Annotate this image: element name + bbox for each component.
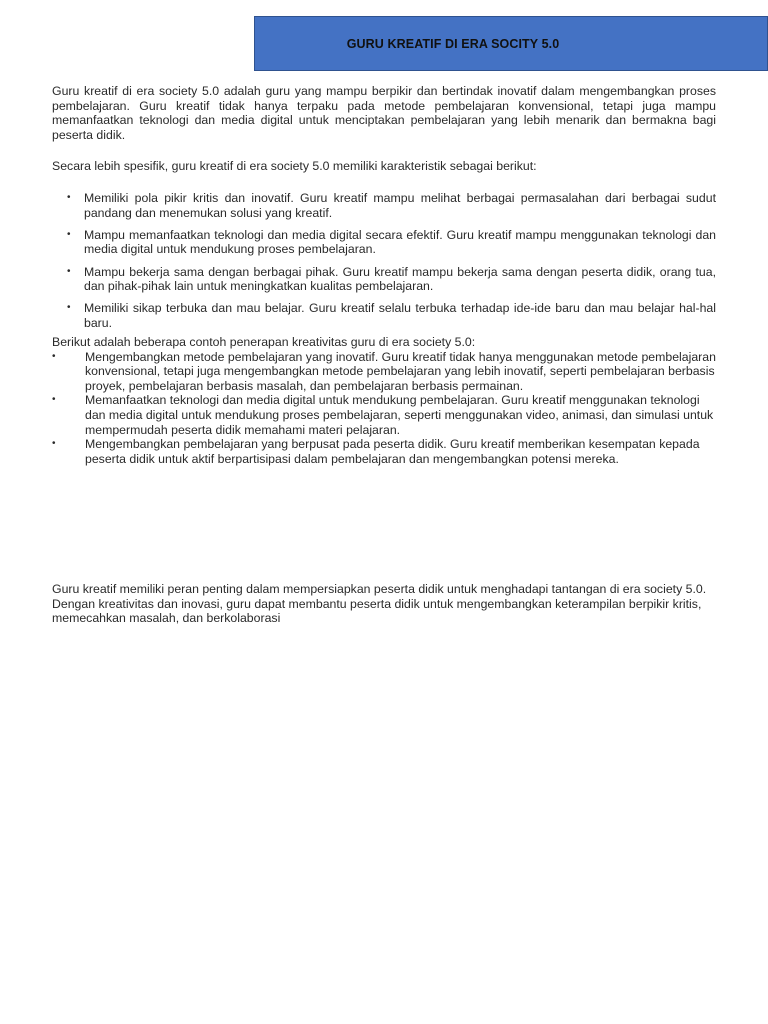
list-item: • Memanfaatkan teknologi dan media digital untuk mendukung pembelajaran. Guru kreatif menggunakan teknologi dan media digital untuk mendukung proses pembelajaran, seperti menggunakan video, animasi, dan simulasi untuk mempermudah peserta didik memahami materi pelajaran. [52, 393, 714, 437]
examples-list [52, 350, 716, 467]
bullet-icon: • [67, 302, 71, 314]
list-item: • Mampu bekerja sama dengan berbagai pihak. Guru kreatif mampu bekerja sama dengan peserta didik, orang tua, dan pihak-pihak lain untuk meningkatkan kualitas pembelajaran. [67, 264, 716, 294]
intro-paragraph: Guru kreatif di era society 5.0 adalah guru yang mampu berpikir dan bertindak inovatif dalam mengembangkan proses pembelajaran. Guru kreatif tidak hanya terpaku pada metode pembelajaran konvensional, tetapi juga mampu memanfaatkan teknologi dan media digital untuk menciptakan pembelajaran yang lebih menarik dan bermakna bagi peserta didik. [52, 84, 716, 142]
list-item: • Mampu memanfaatkan teknologi dan media digital secara efektif. Guru kreatif mampu menggunakan teknologi dan media digital untuk mendukung proses pembelajaran. [67, 227, 716, 257]
section-characteristics [52, 191, 716, 338]
bullet-icon: • [67, 228, 71, 240]
list-item: • Mengembangkan metode pembelajaran yang inovatif. Guru kreatif tidak hanya menggunakan metode pembelajaran konvensional, tetapi juga mengembangkan metode pembelajaran yang lebih inovatif, seperti pembelajaran berbasis proyek, pembelajaran berbasis masalah, dan pembelajaran berbasis permainan. [52, 349, 716, 393]
bullet-icon: • [67, 265, 71, 277]
characteristics-list [52, 191, 716, 331]
list-item: • Mengembangkan pembelajaran yang berpusat pada peserta didik. Guru kreatif memberikan kesempatan kepada peserta didik untuk aktif berpartisipasi dalam pembelajaran dan mengembangkan potensi mereka. [52, 437, 700, 466]
list-item: • Memiliki pola pikir kritis dan inovatif. Guru kreatif mampu melihat berbagai permasalahan dari berbagai sudut pandang dan menemukan solusi yang kreatif. [67, 191, 716, 220]
section-characteristics-intro [52, 159, 716, 174]
title-banner [254, 16, 768, 71]
conclusion-paragraph: Guru kreatif memiliki peran penting dalam mempersiapkan peserta didik untuk menghadapi tantangan di era society 5.0. Dengan kreativitas dan inovasi, guru dapat membantu peserta didik untuk mengembangkan keterampilan berpikir kritis, memecahkan masalah, dan berkolaborasi [52, 582, 707, 626]
bullet-icon: • [67, 192, 71, 203]
section-intro [52, 84, 716, 142]
document-title: GURU KREATIF DI ERA SOCITY 5.0 [346, 36, 560, 51]
section-conclusion [52, 582, 716, 626]
characteristics-intro: Secara lebih spesifik, guru kreatif di era society 5.0 memiliki karakteristik sebagai berikut: [52, 159, 537, 173]
bullet-icon: • [52, 438, 56, 450]
bullet-icon: • [52, 350, 56, 362]
bullet-icon: • [52, 394, 56, 406]
examples-intro: Berikut adalah beberapa contoh penerapan kreativitas guru di era society 5.0: [52, 335, 476, 349]
section-examples [52, 335, 716, 466]
list-item: • Memiliki sikap terbuka dan mau belajar. Guru kreatif selalu terbuka terhadap ide-ide baru dan mau belajar hal-hal baru. [67, 301, 716, 330]
